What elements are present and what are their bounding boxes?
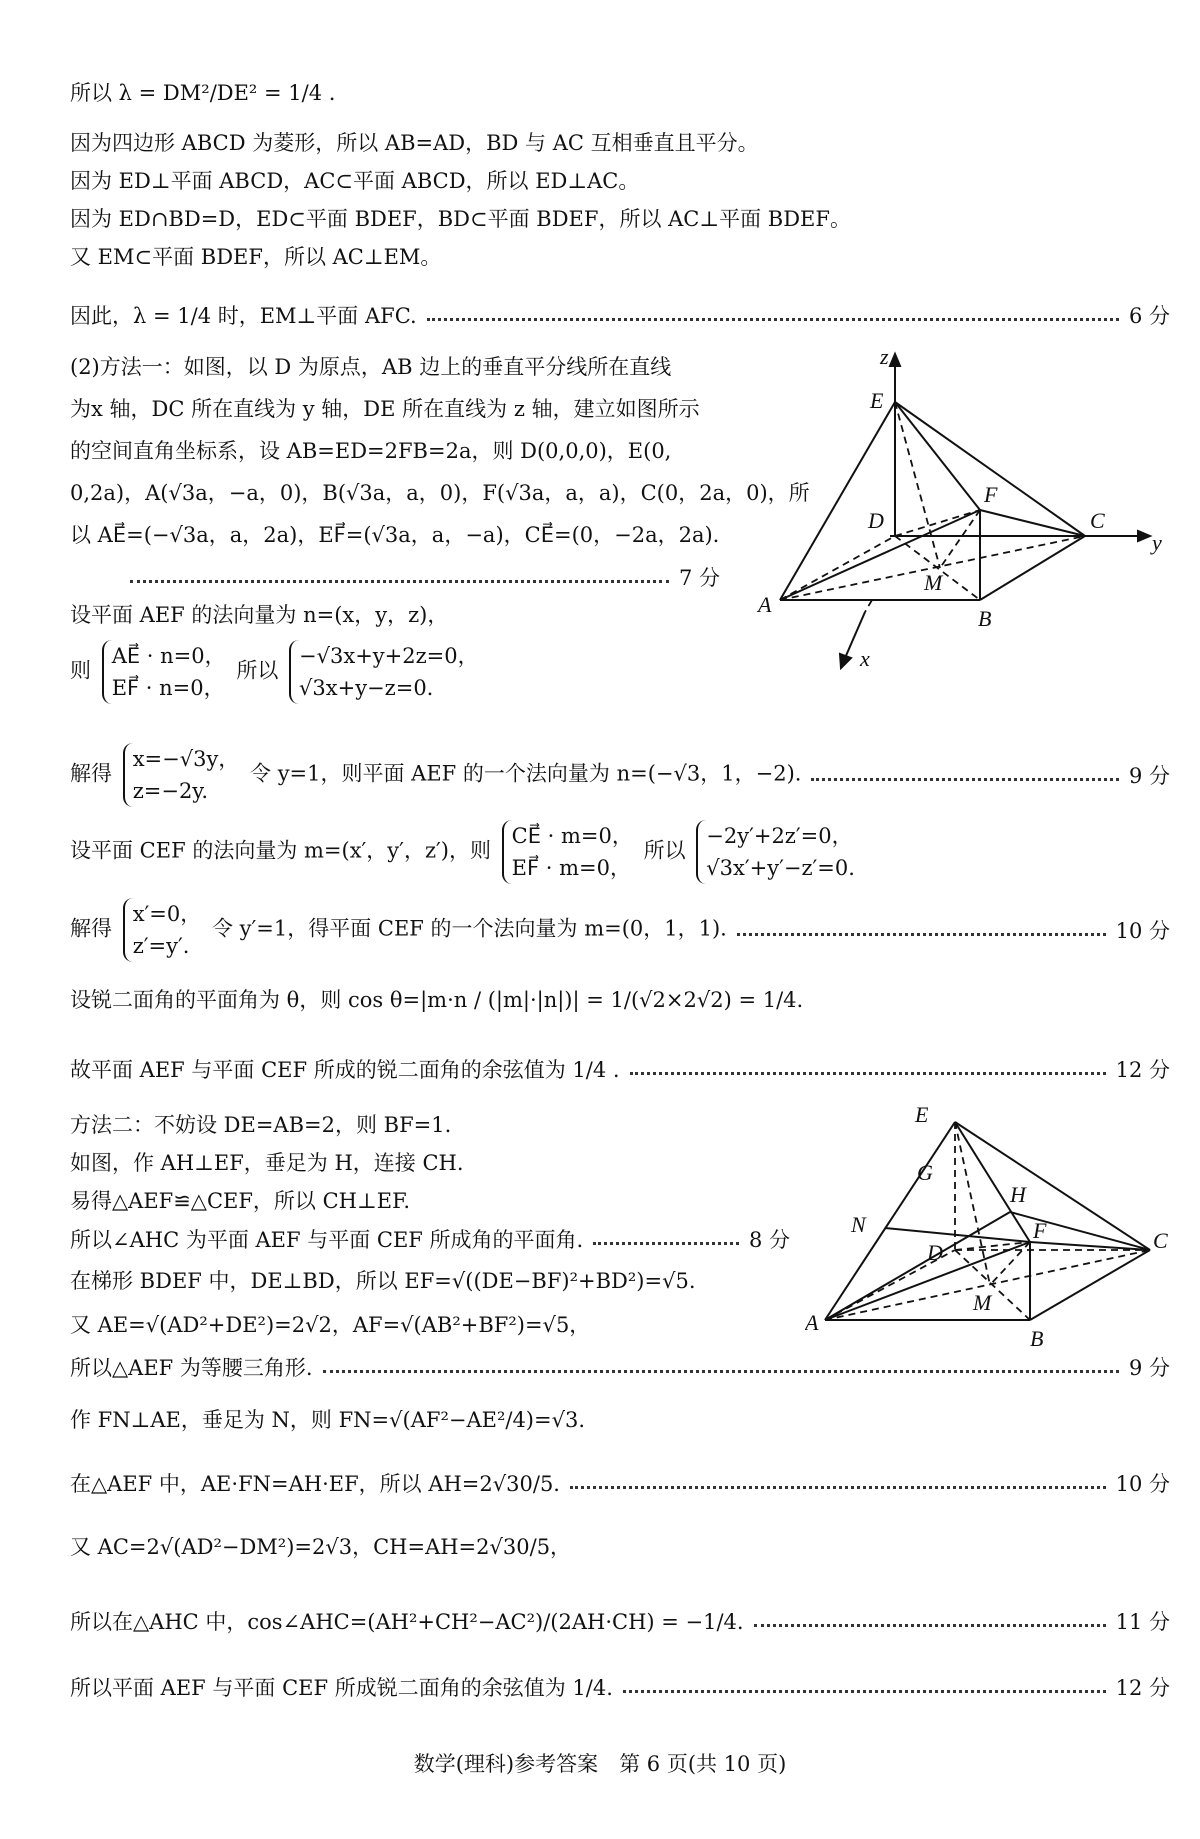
edge-EC	[895, 402, 1085, 536]
leader-dots	[737, 933, 1106, 936]
edge-BC	[1030, 1250, 1150, 1320]
label-jiede: 解得	[70, 916, 112, 941]
line-congruent: 易得△AEF≌△CEF，所以 CH⊥EF.	[70, 1189, 411, 1213]
edge-BC	[980, 536, 1085, 600]
eq-row: z=−2y.	[132, 779, 209, 803]
line-method1-intro: (2)方法一：如图，以 D 为原点，AB 边上的垂直平分线所在直线	[70, 355, 672, 379]
normal-m-result: 令 y′=1，得平面 CEF 的一个法向量为 m=(0，1，1).	[211, 916, 727, 941]
label-F: F	[984, 482, 998, 507]
score-line-6	[70, 298, 1170, 332]
score-line-12a	[70, 1052, 1170, 1086]
eq-row: √3x+y−z=0.	[299, 676, 434, 700]
eq-row: x=−√3y，	[132, 747, 240, 771]
line-ac-perp-plane: 因为 ED∩BD=D，ED⊂平面 BDEF，BD⊂平面 BDEF，所以 AC⊥平面 BDEF。	[70, 207, 851, 231]
leader-dots	[427, 318, 1119, 321]
leader-dots	[630, 1072, 1106, 1075]
line-vectors: 以 AE⃗=(−√3a，a，2a)，EF⃗=(√3a，a，−a)，CE⃗=(0，−2a，2a).	[70, 523, 720, 547]
arrow-icon	[890, 354, 900, 366]
eq-row: CE⃗ · m=0，	[511, 824, 633, 848]
score-line-9a	[70, 740, 1170, 810]
system-cef	[70, 820, 859, 884]
normal-n-result: 令 y=1，则平面 AEF 的一个法向量为 n=(−√3，1，−2).	[250, 761, 802, 786]
conclusion-method1: 故平面 AEF 与平面 CEF 所成的锐二面角的余弦值为 1/4 .	[70, 1058, 620, 1082]
x-axis-hidden	[865, 600, 872, 612]
line-lambda-ratio: 所以 λ = DM²/DE² = 1/4 .	[70, 81, 336, 105]
points-10: 10 分	[1115, 919, 1170, 943]
conclusion-method2: 所以平面 AEF 与平面 CEF 所成锐二面角的余弦值为 1/4.	[70, 1676, 613, 1700]
edge-EF	[895, 402, 980, 510]
edge-AE	[825, 1122, 955, 1320]
line-ac-perp-em: 又 EM⊂平面 BDEF，所以 AC⊥EM。	[70, 245, 442, 269]
page-footer: 数学(理科)参考答案 第 6 页(共 10 页)	[413, 1752, 787, 1776]
line-rhombus: 因为四边形 ABCD 为菱形，所以 AB=AD，BD 与 AC 互相垂直且平分。	[70, 131, 759, 155]
edge-FM	[990, 1242, 1030, 1285]
line-ac-ch: 又 AC=2√(AD²−DM²)=2√3，CH=AH=2√30/5，	[70, 1535, 572, 1559]
label-F: F	[1033, 1218, 1047, 1243]
line-coords-1: 的空间直角坐标系，设 AB=ED=2FB=2a，则 D(0,0,0)，E(0,	[70, 439, 672, 463]
score-line-11	[70, 1604, 1170, 1638]
label-M: M	[924, 570, 943, 595]
line-coords-2: 0,2a)，A(√3a，−a，0)，B(√3a，a，0)，F(√3a，a，a)，C(0，2a，0)，所	[70, 481, 810, 505]
eq-row: z′=y′.	[132, 934, 190, 958]
leader-dots	[593, 1242, 739, 1245]
edge-DF	[895, 510, 980, 536]
leader-dots	[623, 1690, 1106, 1693]
score-line-12b	[70, 1670, 1170, 1704]
label-A: A	[758, 592, 772, 617]
line-ae-af: 又 AE=√(AD²+DE²)=2√2，AF=√(AB²+BF²)=√5，	[70, 1313, 591, 1337]
score-line-8	[70, 1222, 790, 1256]
line-cos-theta: 设锐二面角的平面角为 θ，则 cos θ=|m·n / (|m|·|n|)| = 1/(√2×2√2) = 1/4.	[70, 988, 804, 1012]
points-9: 9 分	[1128, 1356, 1170, 1380]
system-brace	[696, 820, 855, 884]
eq-row: EF⃗ · n=0，	[111, 676, 225, 700]
points-12: 12 分	[1115, 1058, 1170, 1082]
solve-aef	[70, 743, 801, 807]
score-line-10b	[70, 1466, 1170, 1500]
label-E: E	[915, 1102, 929, 1127]
leader-dots	[323, 1370, 1119, 1373]
edge-AE	[780, 402, 895, 600]
edge-NF	[885, 1228, 1030, 1242]
points-8: 8 分	[748, 1228, 790, 1252]
system-brace	[123, 743, 240, 807]
label-y: y	[1152, 530, 1162, 555]
label-D: D	[927, 1240, 943, 1265]
points-9: 9 分	[1128, 764, 1170, 788]
label-A: A	[805, 1310, 819, 1335]
leader-dots	[754, 1624, 1106, 1627]
label-B: B	[1030, 1326, 1044, 1351]
edge-AD	[780, 536, 895, 600]
label-ze: 则	[70, 658, 91, 683]
points-10: 10 分	[1115, 1472, 1170, 1496]
arrow-icon	[1138, 531, 1150, 541]
points-11: 11 分	[1115, 1610, 1170, 1634]
eq-row: −√3x+y+2z=0，	[299, 644, 479, 668]
edge-FC	[980, 510, 1085, 536]
system-brace	[123, 898, 202, 962]
label-D: D	[868, 508, 884, 533]
system-brace	[502, 820, 633, 884]
leader-dots	[811, 778, 1119, 781]
label-suoyi: 所以	[236, 658, 279, 683]
label-B: B	[978, 606, 992, 631]
figure-method2-solid	[805, 1100, 1175, 1360]
edge-EC	[955, 1122, 1150, 1250]
label-x: x	[860, 646, 870, 670]
score-line-7	[120, 560, 720, 594]
line-ah-value: 在△AEF 中，AE·FN=AH·EF，所以 AH=2√30/5.	[70, 1472, 560, 1496]
system-brace	[102, 640, 226, 704]
label-E: E	[870, 388, 884, 413]
line-ah-perp: 如图，作 AH⊥EF，垂足为 H，连接 CH.	[70, 1151, 464, 1175]
edge-EM	[955, 1122, 990, 1285]
label-H: H	[1010, 1182, 1026, 1207]
line-fn: 作 FN⊥AE，垂足为 N，则 FN=√(AF²−AE²/4)=√3.	[70, 1408, 586, 1432]
line-cos-ahc: 所以在△AHC 中，cos∠AHC=(AH²+CH²−AC²)/(2AH·CH) = −1/4.	[70, 1610, 744, 1634]
eq-row: x′=0，	[132, 902, 202, 926]
line-axes: 为x 轴，DC 所在直线为 y 轴，DE 所在直线为 z 轴，建立如图所示	[70, 397, 700, 421]
label-jiede: 解得	[70, 761, 112, 786]
line-conclusion-1: 因此，λ = 1/4 时，EM⊥平面 AFC.	[70, 304, 417, 328]
edge-DB	[955, 1250, 1030, 1320]
label-G: G	[917, 1160, 933, 1185]
label-z: z	[880, 350, 889, 369]
eq-row: −2y′+2z′=0，	[706, 824, 853, 848]
line-normal-aef: 设平面 AEF 的法向量为 n=(x，y，z)，	[70, 603, 449, 627]
label-suoyi: 所以	[643, 838, 686, 863]
label-N: N	[851, 1212, 866, 1237]
line-plane-angle: 所以∠AHC 为平面 AEF 与平面 CEF 所成角的平面角.	[70, 1228, 584, 1252]
solve-cef	[70, 898, 727, 962]
leader-dots	[130, 580, 669, 583]
line-method2-intro: 方法二：不妨设 DE=AB=2，则 BF=1.	[70, 1113, 452, 1137]
system-brace	[289, 640, 479, 704]
line-ed-perp-ac: 因为 ED⊥平面 ABCD，AC⊂平面 ABCD，所以 ED⊥AC。	[70, 169, 640, 193]
label-M: M	[973, 1290, 992, 1315]
eq-row: AE⃗ · n=0，	[111, 644, 226, 668]
points-12: 12 分	[1115, 1676, 1170, 1700]
eq-row: √3x′+y′−z′=0.	[706, 856, 855, 880]
points-7: 7 分	[678, 566, 720, 590]
score-line-10a	[70, 895, 1170, 965]
system-aef	[70, 640, 483, 704]
edge-EM	[895, 402, 940, 568]
arrow-icon	[840, 654, 851, 668]
label-C: C	[1153, 1228, 1168, 1253]
eq-row: EF⃗ · m=0，	[511, 856, 631, 880]
line-ef-length: 在梯形 BDEF 中，DE⊥BD，所以 EF=√((DE−BF)²+BD²)=√5.	[70, 1269, 696, 1293]
figure-coordinate-solid	[740, 350, 1180, 670]
normal-cef-intro: 设平面 CEF 的法向量为 m=(x′，y′，z′)，则	[70, 838, 491, 863]
points-6: 6 分	[1128, 304, 1170, 328]
leader-dots	[570, 1486, 1106, 1489]
label-C: C	[1090, 508, 1105, 533]
line-isosceles: 所以△AEF 为等腰三角形.	[70, 1356, 313, 1380]
